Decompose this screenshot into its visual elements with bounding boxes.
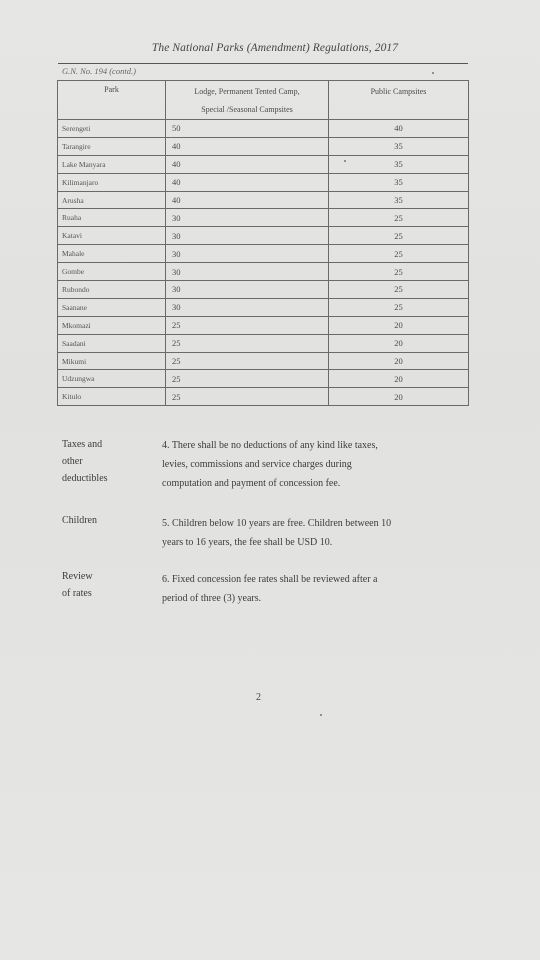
section-review-text-line1: 6. Fixed concession fee rates shall be reviewed after a bbox=[162, 574, 378, 585]
table-row bbox=[58, 388, 469, 406]
public-campsite-fee: 20 bbox=[329, 370, 469, 388]
header-lodge-line1: Lodge, Permanent Tented Camp, bbox=[194, 87, 300, 96]
table-row bbox=[58, 191, 469, 209]
park-name: Serengeti bbox=[58, 120, 166, 138]
lodge-fee: 25 bbox=[166, 334, 329, 352]
header-lodge bbox=[166, 81, 329, 120]
lodge-fee: 40 bbox=[166, 137, 329, 155]
paper-speck bbox=[344, 160, 346, 162]
table-row bbox=[58, 245, 469, 263]
table-row bbox=[58, 120, 469, 138]
table-row bbox=[58, 209, 469, 227]
section-taxes-text-line2: levies, commissions and service charges during bbox=[162, 459, 352, 470]
section-review-text bbox=[162, 570, 462, 608]
lodge-fee: 40 bbox=[166, 155, 329, 173]
public-campsite-fee: 20 bbox=[329, 316, 469, 334]
lodge-fee: 30 bbox=[166, 298, 329, 316]
public-campsite-fee: 25 bbox=[329, 209, 469, 227]
table-body bbox=[58, 120, 469, 406]
table-row bbox=[58, 227, 469, 245]
public-campsite-fee: 20 bbox=[329, 352, 469, 370]
table-row bbox=[58, 173, 469, 191]
public-campsite-fee: 25 bbox=[329, 227, 469, 245]
page-number: 2 bbox=[256, 692, 261, 703]
table-row bbox=[58, 263, 469, 281]
lodge-fee: 30 bbox=[166, 281, 329, 299]
section-review-label: Review of rates bbox=[62, 571, 93, 599]
park-name: Lake Manyara bbox=[58, 155, 166, 173]
section-children-text bbox=[162, 514, 462, 552]
table-row bbox=[58, 316, 469, 334]
public-campsite-fee: 35 bbox=[329, 155, 469, 173]
section-children-label: Children bbox=[62, 515, 97, 526]
lodge-fee: 25 bbox=[166, 352, 329, 370]
section-taxes-label-line2: deductibles bbox=[62, 473, 108, 484]
public-campsite-fee: 25 bbox=[329, 245, 469, 263]
park-name: Ruaha bbox=[58, 209, 166, 227]
lodge-fee: 30 bbox=[166, 227, 329, 245]
park-name: Tarangire bbox=[58, 137, 166, 155]
lodge-fee: 50 bbox=[166, 120, 329, 138]
park-name: Mahale bbox=[58, 245, 166, 263]
lodge-fee: 25 bbox=[166, 316, 329, 334]
gazette-notice-reference: G.N. No. 194 (contd.) bbox=[62, 66, 136, 76]
park-name: Kilimanjaro bbox=[58, 173, 166, 191]
section-taxes-text-line1: 4. There shall be no deductions of any kind like taxes, bbox=[162, 440, 378, 451]
header-public-campsites: Public Campsites bbox=[329, 81, 469, 120]
section-children-text-line1: 5. Children below 10 years are free. Children between 10 bbox=[162, 518, 392, 529]
public-campsite-fee: 35 bbox=[329, 137, 469, 155]
section-taxes-text-line3: computation and payment of concession fee. bbox=[162, 478, 341, 489]
public-campsite-fee: 25 bbox=[329, 281, 469, 299]
park-name: Mkomazi bbox=[58, 316, 166, 334]
lodge-fee: 40 bbox=[166, 173, 329, 191]
table-row bbox=[58, 352, 469, 370]
lodge-fee: 25 bbox=[166, 388, 329, 406]
header-park: Park bbox=[58, 81, 166, 120]
table-row bbox=[58, 334, 469, 352]
section-taxes-label-line1: Taxes and other bbox=[62, 439, 103, 467]
concession-fee-table bbox=[57, 80, 469, 406]
header-divider bbox=[58, 63, 468, 64]
public-campsite-fee: 25 bbox=[329, 298, 469, 316]
table-row bbox=[58, 155, 469, 173]
table-row bbox=[58, 370, 469, 388]
table-row bbox=[58, 281, 469, 299]
public-campsite-fee: 35 bbox=[329, 191, 469, 209]
section-review-text-line2: period of three (3) years. bbox=[162, 593, 262, 604]
lodge-fee: 30 bbox=[166, 209, 329, 227]
lodge-fee: 30 bbox=[166, 245, 329, 263]
park-name: Mikumi bbox=[58, 352, 166, 370]
lodge-fee: 25 bbox=[166, 370, 329, 388]
public-campsite-fee: 35 bbox=[329, 173, 469, 191]
park-name: Rubondo bbox=[58, 281, 166, 299]
park-name: Katavi bbox=[58, 227, 166, 245]
section-taxes-text bbox=[162, 436, 462, 493]
park-name: Arusha bbox=[58, 191, 166, 209]
section-children-text-line2: years to 16 years, the fee shall be USD 10. bbox=[162, 537, 333, 548]
public-campsite-fee: 40 bbox=[329, 120, 469, 138]
park-name: Kitulo bbox=[58, 388, 166, 406]
regulation-title: The National Parks (Amendment) Regulations, 2017 bbox=[151, 42, 399, 54]
park-name: Udzungwa bbox=[58, 370, 166, 388]
table-row bbox=[58, 298, 469, 316]
public-campsite-fee: 25 bbox=[329, 263, 469, 281]
park-name: Saanane bbox=[58, 298, 166, 316]
paper-speck bbox=[320, 714, 322, 716]
public-campsite-fee: 20 bbox=[329, 388, 469, 406]
lodge-fee: 30 bbox=[166, 263, 329, 281]
section-taxes-label bbox=[62, 436, 108, 487]
lodge-fee: 40 bbox=[166, 191, 329, 209]
table-header-row bbox=[58, 81, 469, 120]
public-campsite-fee: 20 bbox=[329, 334, 469, 352]
concession-fee-table-container bbox=[57, 80, 468, 406]
park-name: Gombe bbox=[58, 263, 166, 281]
paper-speck bbox=[432, 72, 434, 74]
park-name: Saadani bbox=[58, 334, 166, 352]
table-row bbox=[58, 137, 469, 155]
header-lodge-line2: Special /Seasonal Campsites bbox=[201, 105, 293, 114]
